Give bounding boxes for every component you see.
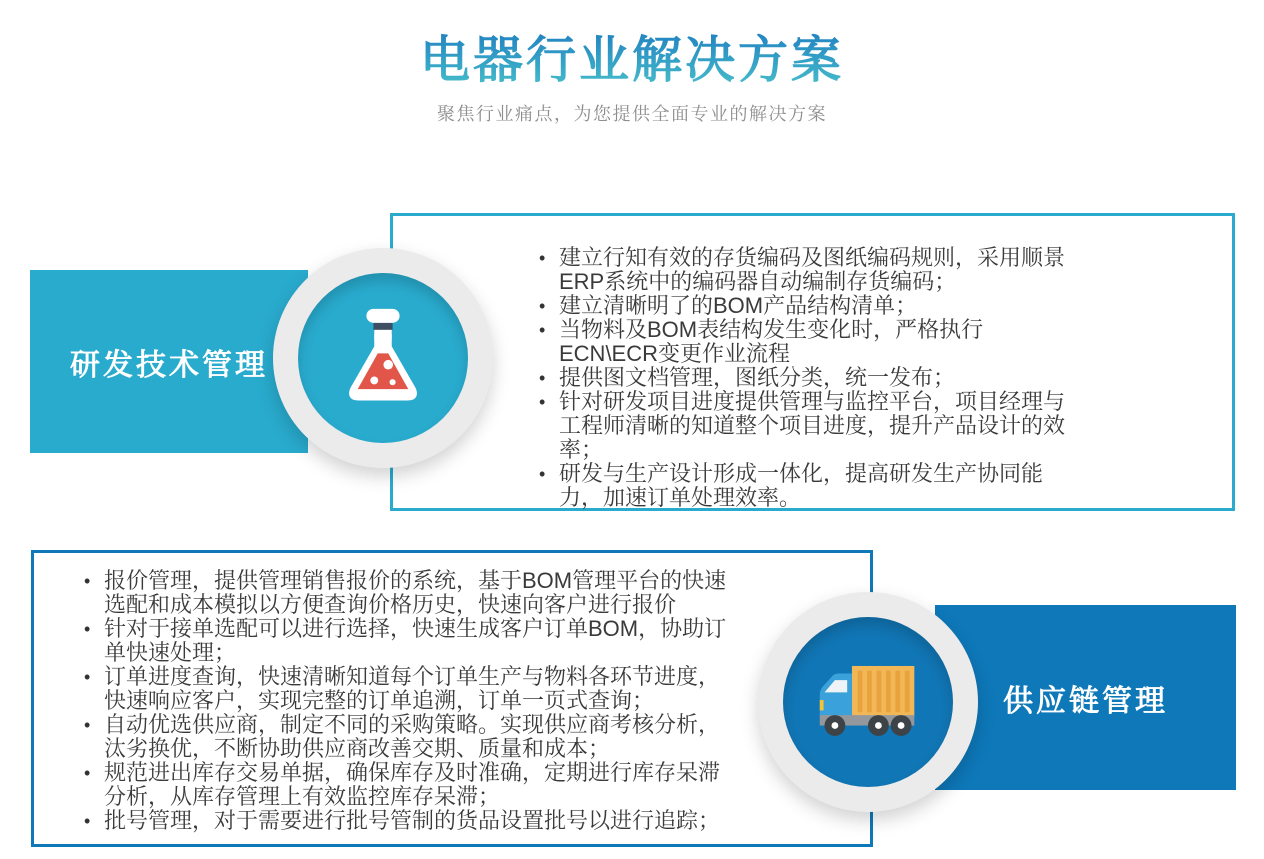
truck-icon (816, 661, 920, 744)
scm-bullet-list (76, 569, 737, 833)
rd-content-panel (390, 213, 1235, 511)
rd-section-label (30, 270, 308, 453)
scm-content-panel (31, 550, 873, 847)
bullet-item: • 自动优选供应商，制定不同的采购策略。实现供应商考核分析，汰劣换优，不断协助供应商改善交期、质量和成本； (76, 713, 737, 761)
page-subtitle: 聚焦行业痛点，为您提供全面专业的解决方案 (437, 104, 827, 124)
rd-bullet-list (531, 246, 1067, 510)
scm-section-label (935, 605, 1236, 790)
rd-badge-inner (298, 273, 468, 443)
bullet-item: • 针对研发项目进度提供管理与监控平台，项目经理与工程师清晰的知道整个项目进度，提升产品设计的效率； (531, 390, 1067, 462)
scm-badge-circle (758, 592, 978, 812)
bullet-item: • 批号管理，对于需要进行批号管制的货品设置批号以进行追踪； (76, 809, 737, 833)
rd-badge-circle (273, 248, 493, 468)
bullet-item: • 提供图文档管理，图纸分类，统一发布； (531, 366, 1067, 390)
bullet-item: • 建立清晰明了的BOM产品结构清单； (531, 294, 1067, 318)
scm-badge-inner (783, 617, 953, 787)
rd-section-label-text: 研发技术管理 (70, 348, 268, 382)
bullet-item: • 订单进度查询，快速清晰知道每个订单生产与物料各环节进度，快速响应客户，实现完整的订单追溯，订单一页式查询； (76, 665, 737, 713)
flask-icon (339, 308, 427, 409)
scm-section-label-text: 供应链管理 (1003, 684, 1168, 718)
bullet-item: • 针对于接单选配可以进行选择，快速生成客户订单BOM，协助订单快速处理； (76, 617, 737, 665)
bullet-item: • 建立行知有效的存货编码及图纸编码规则，采用顺景ERP系统中的编码器自动编制存货编码； (531, 246, 1067, 294)
bullet-item: • 报价管理，提供管理销售报价的系统，基于BOM管理平台的快速选配和成本模拟以方便查询价格历史，快速向客户进行报价 (76, 569, 737, 617)
bullet-item: • 规范进出库存交易单据，确保库存及时准确，定期进行库存呆滞分析，从库存管理上有效监控库存呆滞； (76, 761, 737, 809)
page-title: 电器行业解决方案 (0, 20, 1264, 92)
bullet-item: • 当物料及BOM表结构发生变化时，严格执行ECN\ECR变更作业流程 (531, 318, 1067, 366)
bullet-item: • 研发与生产设计形成一体化，提高研发生产协同能力，加速订单处理效率。 (531, 462, 1067, 510)
